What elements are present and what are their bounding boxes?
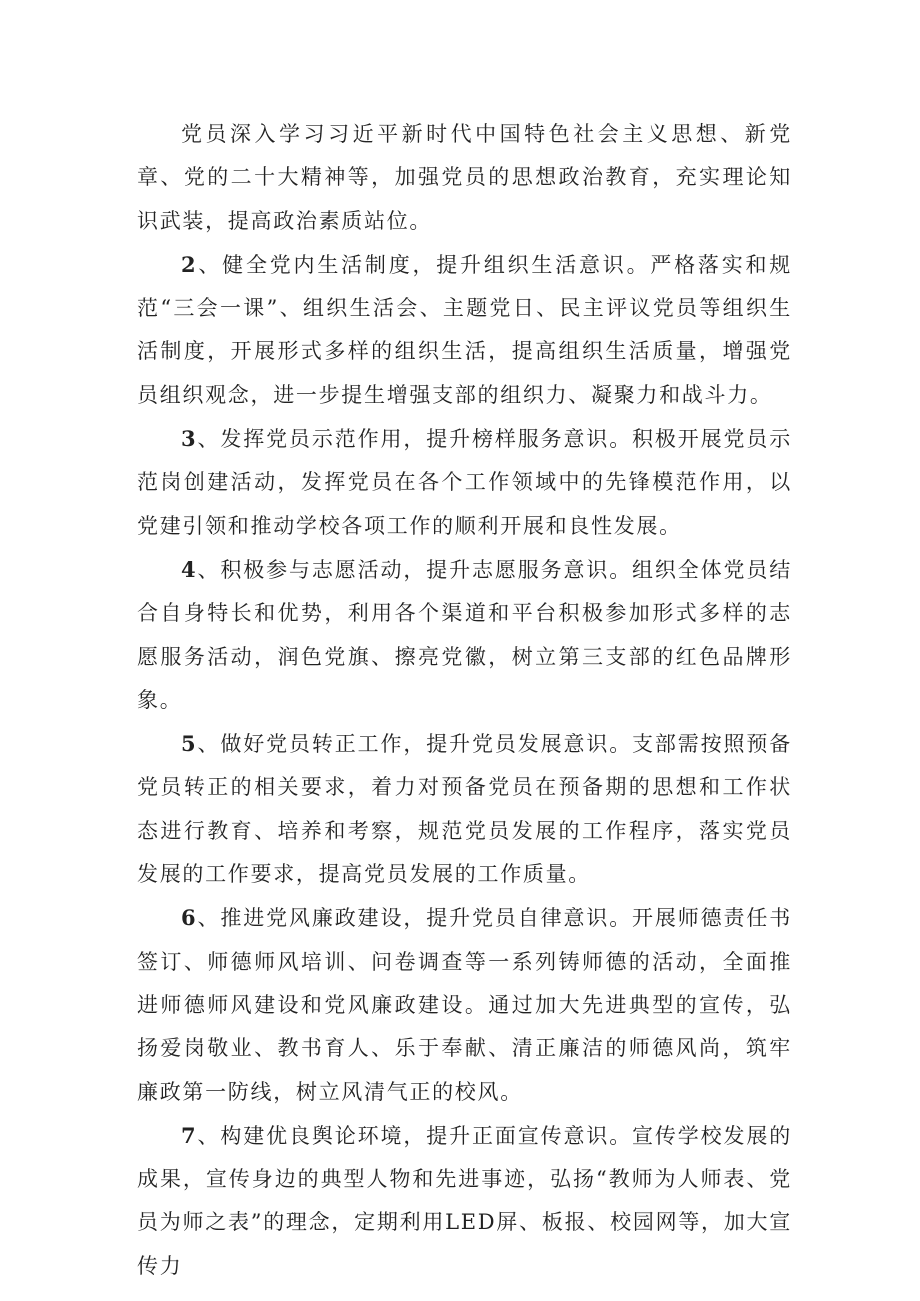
paragraph-text: 、构建优良舆论环境，提升正面宣传意识。宣传学校发展的成果，宣传身边的典型人物和先进事迹，弘扬“教师为人师表、党员为师之表”的理念，定期利用LED屏、板报、校园网等，加大宣传力 [137,1123,792,1278]
paragraph-number: 7 [181,1122,198,1148]
paragraph [137,896,792,1113]
paragraph-text: 、积极参与志愿活动，提升志愿服务意识。组织全体党员结合自身特长和优势，利用各个渠道和平台积极参加形式多样的志愿服务活动，润色党旗、擦亮党徽，树立第三支部的红色品牌形象。 [137,557,792,712]
paragraph-text: 、推进党风廉政建设，提升党员自律意识。开展师德责任书签订、师德师风培训、问卷调查等一系列铸师德的活动，全面推进师德师风建设和党风廉政建设。通过加大先进典型的宣传，弘扬爱岗敬业、教书育人、乐于奉献、清正廉洁的师德风尚，筑牢廉政第一防线，树立风清气正的校风。 [137,906,792,1104]
paragraph [137,1114,792,1288]
paragraph [137,548,792,722]
paragraph [137,112,792,243]
paragraph-number: 4 [181,556,198,582]
paragraph-number: 5 [181,731,198,757]
paragraph [137,722,792,896]
document-body [137,112,792,1288]
paragraph-number: 2 [181,251,198,277]
paragraph-number: 3 [181,426,198,452]
paragraph-text: 、健全党内生活制度，提升组织生活意识。严格落实和规范“三会一课”、组织生活会、主题党日、民主评议党员等组织生活制度，开展形式多样的组织生活，提高组织生活质量，增强党员组织观念，进一步提生增强支部的组织力、凝聚力和战斗力。 [137,252,792,407]
paragraph-text: 、做好党员转正工作，提升党员发展意识。支部需按照预备党员转正的相关要求，着力对预备党员在预备期的思想和工作状态进行教育、培养和考察，规范党员发展的工作程序，落实党员发展的工作要求，提高党员发展的工作质量。 [137,732,792,887]
paragraph-number: 6 [181,905,198,931]
paragraph [137,417,792,548]
paragraph-text: 党员深入学习习近平新时代中国特色社会主义思想、新党章、党的二十大精神等，加强党员的思想政治教育，充实理论知识武装，提高政治素质站位。 [137,122,792,233]
paragraph [137,243,792,417]
paragraph-text: 、发挥党员示范作用，提升榜样服务意识。积极开展党员示范岗创建活动，发挥党员在各个工作领域中的先锋模范作用，以党建引领和推动学校各项工作的顺利开展和良性发展。 [137,427,792,538]
